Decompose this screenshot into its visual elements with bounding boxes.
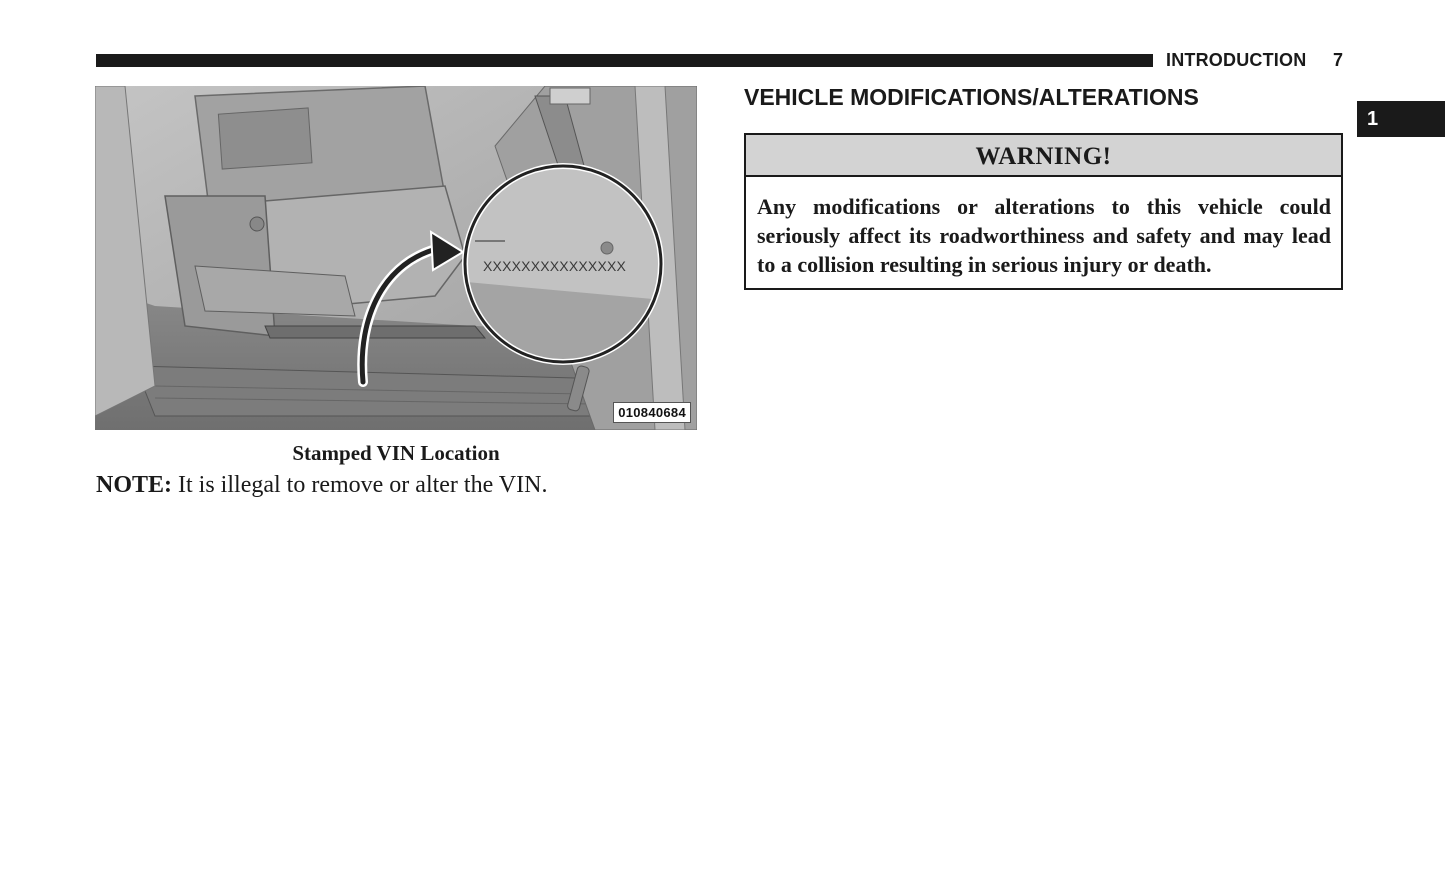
warning-body: Any modifications or alterations to this vehicle could seriously affect its roadworthiness and safety and may lead to a collision resulting in serious injury or death. [757,194,1331,277]
warning-box [744,133,1343,290]
note-text: It is illegal to remove or alter the VIN. [178,472,548,498]
vin-placeholder-text: XXXXXXXXXXXXXXX [483,258,627,274]
note-paragraph [96,472,547,499]
warning-title: WARNING! [746,135,1341,177]
page-number: 7 [1333,50,1344,70]
running-header-section: INTRODUCTION [1166,50,1307,70]
vin-location-illustration [95,86,697,430]
header-rule [96,54,1153,67]
chapter-tab: 1 [1357,101,1445,137]
figure-caption: Stamped VIN Location [292,441,500,465]
figure-id: 010840684 [613,402,691,423]
note-label: NOTE: [96,472,173,498]
section-heading: VEHICLE MODIFICATIONS/ALTERATIONS [744,84,1199,110]
